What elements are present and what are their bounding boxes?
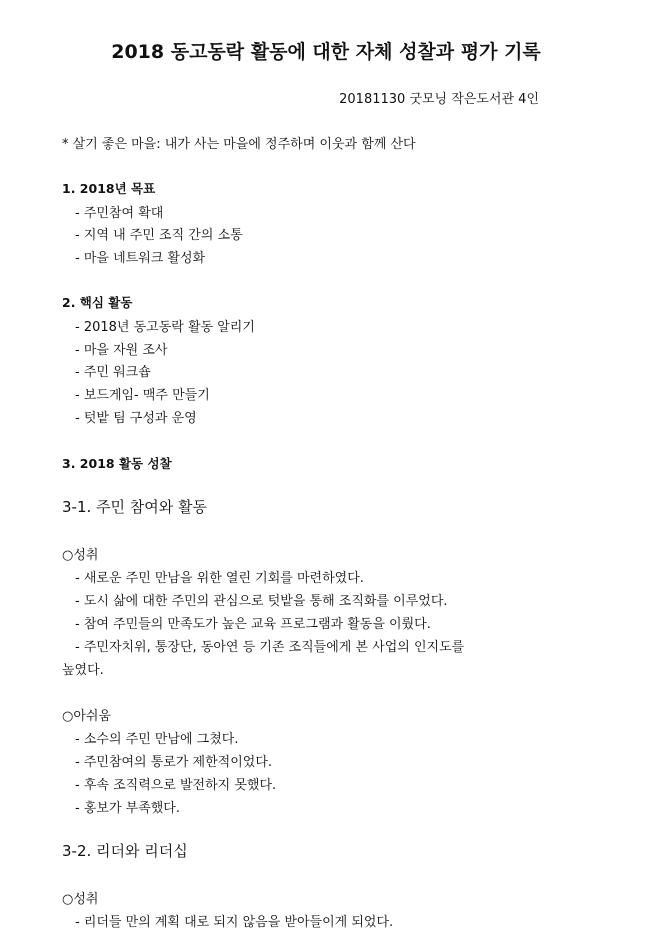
- list-item: - 지역 내 주민 조직 간의 소통: [75, 228, 243, 243]
- list-item: - 주민참여의 통로가 제한적이었다.: [75, 755, 273, 770]
- document-title: 2018 동고동락 활동에 대한 자체 성찰과 평가 기록: [111, 41, 541, 63]
- section-1-heading: 1. 2018년 목표: [62, 181, 156, 196]
- list-item: - 주민참여 확대: [75, 206, 164, 221]
- list-item-continuation: 높였다.: [62, 663, 104, 678]
- list-item: - 마을 네트워크 활성화: [75, 251, 206, 266]
- subsection-3-2-heading: 3-2. 리더와 리더십: [62, 842, 188, 860]
- list-item: - 소수의 주민 만남에 그쳤다.: [75, 732, 239, 747]
- list-item: - 도시 삶에 대한 주민의 관심으로 텃밭을 통해 조직화를 이루었다.: [75, 594, 448, 609]
- list-item: - 2018년 동고동락 활동 알리기: [75, 320, 255, 335]
- regrets-label: ○아쉬움: [62, 709, 112, 724]
- list-item: - 후속 조직력으로 발전하지 못했다.: [75, 778, 277, 793]
- author-line: 20181130 굿모닝 작은도서관 4인: [339, 92, 539, 107]
- list-item: - 리더들 만의 계획 대로 되지 않음을 받아들이게 되었다.: [75, 915, 394, 930]
- list-item: - 주민자치위, 통장단, 동아연 등 기존 조직들에게 본 사업의 인지도를: [75, 640, 465, 655]
- list-item: - 마을 자원 조사: [75, 343, 168, 358]
- list-item: - 새로운 주민 만남을 위한 열린 기회를 마련하였다.: [75, 571, 364, 586]
- list-item: - 텃밭 팀 구성과 운영: [75, 411, 197, 426]
- subsection-3-1-heading: 3-1. 주민 참여와 활동: [62, 498, 208, 516]
- achievements-label: ○성취: [62, 548, 99, 563]
- list-item: - 참여 주민들의 만족도가 높은 교육 프로그램과 활동을 이뤘다.: [75, 617, 431, 632]
- section-3-heading: 3. 2018 활동 성찰: [62, 456, 172, 471]
- list-item: - 보드게임- 맥주 만들기: [75, 388, 210, 403]
- achievements-label: ○성취: [62, 892, 99, 907]
- list-item: - 주민 워크숍: [75, 365, 151, 380]
- section-2-heading: 2. 핵심 활동: [62, 295, 133, 310]
- vision-statement: * 살기 좋은 마을: 내가 사는 마을에 정주하며 이웃과 함께 산다: [62, 137, 416, 152]
- list-item: - 홍보가 부족했다.: [75, 801, 180, 816]
